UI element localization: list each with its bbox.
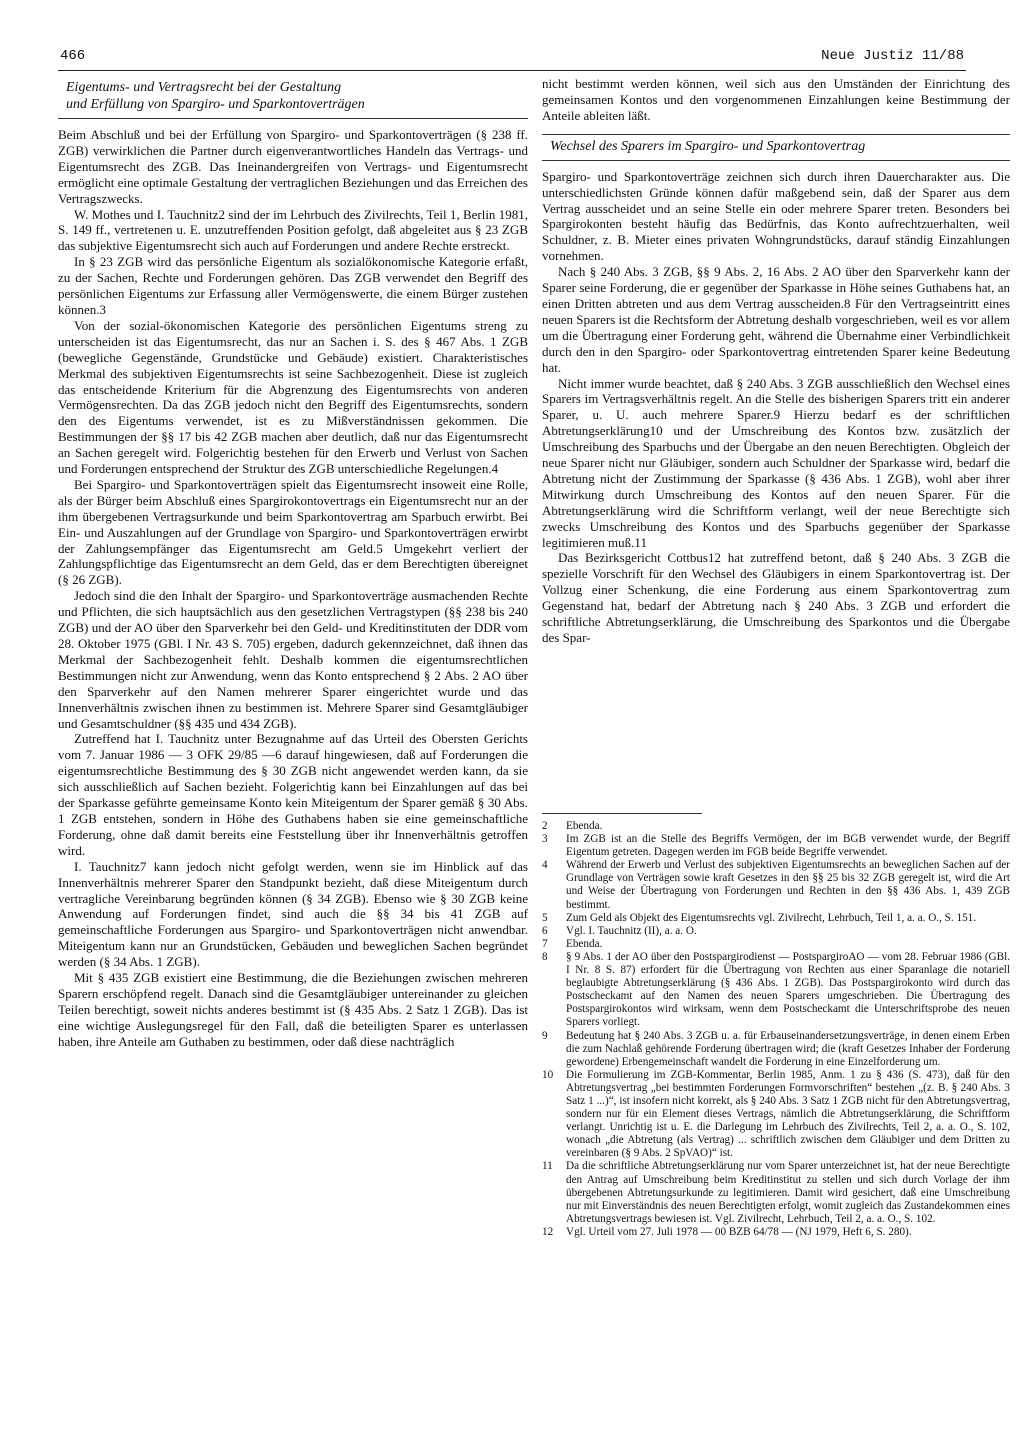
paragraph: Von der sozial-ökonomischen Kategorie des persönlichen Eigentums streng zu unterscheiden ist das Eigentumsrecht, das nur an Sachen i. S. des § 467 Abs. 1 ZGB (bewegliche Gegenstände, Grundstücke und Gebäude) existiert. Charakteristisches Merkmal des subjektiven Eigentumsrechts ist seine Sachbezogenheit. Diese ist zugleich das entscheidende Kriterium für die Abgrenzung des Eigentumsrechts von anderen Vermögensrechten. Da das ZGB jedoch nicht den Begriff des Eigentumsrechts, sondern den des Eigentums verwendet, ist es zu Mißverständnissen gekommen. Die Bestimmungen der §§ 17 bis 42 ZGB machen aber deutlich, daß nur das Eigentumsrecht an Sachen geregelt wird. Folgerichtig bestehen für den Erwerb und Verlust von Sachen und Forderungen entsprechend der Struktur des ZGB unterschiedliche Regelungen.4 <box>58 317 528 477</box>
footnote-number: 11 <box>542 1160 553 1173</box>
footnote-number: 8 <box>542 950 548 963</box>
footnote <box>542 951 1010 1030</box>
footnote-text: Bedeutung hat § 240 Abs. 3 ZGB u. a. für Erbauseinandersetzungsverträge, in denen einem Erben die zum Nachlaß gehörende Forderung übertragen wird; die (kraft Gesetzes Inhaber der Forderung gewordene) Erbengemeinschaft wandelt die Forderung in eine Einzelforderung um. <box>566 1029 1010 1068</box>
footnote-text: Im ZGB ist an die Stelle des Begriffs Vermögen, der im BGB verwendet wurde, der Begriff Eigentum getreten. Dagegen werden im FGB beide Begriffe verwendet. <box>566 833 1010 859</box>
footnote <box>542 925 1010 938</box>
left-column <box>58 76 528 1050</box>
right-column <box>542 76 1010 646</box>
heading-line: Eigentums- und Vertragsrecht bei der Gestaltung <box>66 80 342 95</box>
paragraph: Spargiro- und Sparkontoverträge zeichnen sich durch ihren Dauercharakter aus. Die unterschiedlichsten Gründe können dafür maßgebend sein, daß der Sparer aus dem Vertrag ausscheidet und an seine Stelle ein oder mehrere Sparer treten. Besonders bei Spargirokonten besteht häufig das Bedürfnis, das Konto aufrechtzuerhalten, weil Schuldner, z. B. Mieter eines privaten Wohngrundstücks, darauf ständig Einzahlungen vornehmen. <box>542 168 1010 264</box>
heading-line: und Erfüllung von Spargiro- und Sparkontoverträgen <box>66 97 365 112</box>
running-header <box>58 44 966 71</box>
footnote-number: 9 <box>542 1029 548 1042</box>
paragraph: Beim Abschluß und bei der Erfüllung von Spargiro- und Sparkontoverträgen (§ 238 ff. ZGB) verwirklichen die Partner durch eigenverantwortliches Handeln das Vertrags- und Eigentumsrecht des ZGB. Das Ineinandergreifen von Vertrags- und Eigentumsrecht ermöglicht eine optimale Gestaltung der vertraglichen Beziehungen und das Erreichen des Vertragszwecks. <box>58 127 528 206</box>
section-heading-property-law <box>58 76 528 119</box>
footnote <box>542 820 1010 833</box>
paragraph: Nicht immer wurde beachtet, daß § 240 Abs. 3 ZGB ausschließlich den Wechsel eines Sparers im Vertragsverhältnis regelt. An die Stelle des bisherigen Sparers tritt ein anderer Sparer, u. U. auch mehrere Sparer.9 Hierzu bedarf es der schriftlichen Abtretungserklärung10 und der Umschreibung des Kontos bzw. zusätzlich der Umschreibung des Sparbuchs und der Übergabe an den neuen Berechtigten. Obgleich der neue Sparer nicht nur Gläubiger, sondern auch Schuldner der Sparkasse wird, bedarf die Abtretung nicht der Zustimmung der Sparkasse (§ 436 Abs. 1 ZGB), wohl aber ihrer Mitwirkung durch Umschreibung des Kontos auf den neuen Sparer. Für die Abtretungserklärung wird die Schriftform verlangt, weil der neue Berechtigte sich zwecks Umschreibung des Kontos und des Sparbuchs gegenüber der Sparkasse legitimieren muß.11 <box>542 375 1010 550</box>
footnote <box>542 1226 1010 1239</box>
footnote-text: Da die schriftliche Abtretungserklärung nur vom Sparer unterzeichnet ist, hat der neue Berechtigte den Antrag auf Umschreibung beim Kreditinstitut zu stellen und sich durch Vorlage der ihm übergebenen Abtretungsurkunde zu legitimieren. Damit wird gesichert, daß eine Umschreibung nur mit Einverständnis des neuen Berechtigten erfolgt, womit zugleich das Zustandekommen eines Abtretungsvertrags bewiesen ist. Vgl. Zivilrecht, Lehrbuch, Teil 2, a. a. O., S. 102. <box>566 1160 1010 1225</box>
paragraph: Zutreffend hat I. Tauchnitz unter Bezugnahme auf das Urteil des Obersten Gerichts vom 7. Januar 1986 — 3 OFK 29/85 —6 darauf hingewiesen, daß auf Forderungen die eigentumsrechtliche Bestimmung des § 30 ZGB nicht angewendet werden kann, da sie sich ausschließlich auf Sachen bezieht. Folgerichtig kann bei Einzahlungen auf das bei der Sparkasse geführte gemeinsame Konto kein Miteigentum der Sparer gemäß § 30 Abs. 1 ZGB entstehen, sondern in Höhe des Guthabens haben sie eine gemeinschaftliche Forderung, ohne daß damit bereits eine Feststellung über ihr Innenverhältnis getroffen wird. <box>58 731 528 858</box>
paragraph: Das Bezirksgericht Cottbus12 hat zutreffend betont, daß § 240 Abs. 3 ZGB die spezielle Vorschrift für den Wechsel des Gläubigers in einem Sparkontovertrag ist. Der Vollzug einer Schenkung, die eine Forderung aus einem Sparkontovertrag zum Gegenstand hat, bedarf der Abtretung nach § 240 Abs. 3 ZGB und erfordert die schriftliche Abtretungserklärung, die Umschreibung des Sparkontos und die Übergabe des Spar- <box>542 550 1010 645</box>
footnote <box>542 1160 1010 1225</box>
footnote-text: Vgl. Urteil vom 27. Juli 1978 — 00 BZB 64/78 — (NJ 1979, Heft 6, S. 280). <box>566 1225 912 1238</box>
footnote-number: 10 <box>542 1068 554 1081</box>
footnote-number: 5 <box>542 911 548 924</box>
footnotes <box>542 820 1010 1239</box>
footnote-number: 12 <box>542 1225 554 1238</box>
paragraph: I. Tauchnitz7 kann jedoch nicht gefolgt werden, wenn sie im Hinblick auf das Innenverhältnis mehrerer Sparer den Standpunkt bezieht, daß diese Miteigentum durch vertragliche Vereinbarung begründen können (§ 34 ZGB). Ebenso wie § 30 ZGB keine Anwendung auf Forderungen findet, sind auch die §§ 34 bis 41 ZGB auf gemeinschaftliche Forderungen aus Spargiro- und Sparkontoverträgen nicht anwendbar. Miteigentum kann nur an Grundstücken, Gebäuden und beweglichen Sachen begründet werden (§ 34 Abs. 1 ZGB). <box>58 858 528 970</box>
footnote-text: Ebenda. <box>566 820 603 832</box>
footnote <box>542 1030 1010 1069</box>
footnote-number: 7 <box>542 937 548 950</box>
footnote-text: Während der Erwerb und Verlust des subjektiven Eigentumsrechts an beweglichen Sachen auf der Grundlage von Verträgen sowie kraft Gesetzes in den §§ 25 bis 32 ZGB geregelt ist, wird die Art und Weise der Übertragung von Forderungen und Rechten in den §§ 436 Abs. 1, 439 ZGB bestimmt. <box>566 859 1010 911</box>
footnote-text: Die Formulierung im ZGB-Kommentar, Berlin 1985, Anm. 1 zu § 436 (S. 473), daß für den Abtretungsvertrag „bei bestimmten Forderungen Formvorschriften“ bestehen „(z. B. § 240 Abs. 3 Satz 1 ...)“, ist insofern nicht korrekt, als § 240 Abs. 3 Satz 1 ZGB nicht für den Abtretungsvertrag, sondern nur für ein Element dieses Vertrags, nämlich die Abtretungserklärung, die Schriftform verlangt. Unrichtig ist u. E. die Darlegung im Lehrbuch des Zivilrechts, Teil 2, a. a. O., S. 102, wonach „die Abtretung (als Vertrag) ... schriftlich zwischen dem Gläubiger und dem Dritten zu vereinbaren (§ 9 Abs. 2 SpVAO)“ ist. <box>566 1068 1010 1160</box>
page-number: 466 <box>60 48 86 64</box>
footnote-number: 4 <box>542 859 548 872</box>
paragraph: In § 23 ZGB wird das persönliche Eigentum als sozialökonomische Kategorie erfaßt, zu der Sachen, Rechte und Forderungen gehören. Das ZGB verwendet den Begriff des persönlichen Eigentums zur Erfassung aller Vermögenswerte, die einem Bürger zustehen können.3 <box>58 254 528 317</box>
footnote <box>542 1069 1010 1161</box>
journal-issue: Neue Justiz 11/88 <box>821 48 964 64</box>
footnote-text: Ebenda. <box>566 937 603 950</box>
footnote-text: Vgl. I. Tauchnitz (II), a. a. O. <box>566 924 697 937</box>
footnote <box>542 833 1010 859</box>
footnote-divider <box>542 813 702 814</box>
footnote <box>542 859 1010 911</box>
footnote-number: 3 <box>542 833 548 846</box>
paragraph: Mit § 435 ZGB existiert eine Bestimmung, die die Beziehungen zwischen mehreren Sparern erschöpfend regelt. Danach sind die Gesamtgläubiger untereinander zu gleichen Teilen berechtigt, soweit nichts anderes bestimmt ist (§ 435 Abs. 2 Satz 1 ZGB). Das ist eine wichtige Auslegungsregel für den Fall, daß die beteiligten Sparer es unterlassen haben, ihre Anteile am Guthaben zu bestimmen, oder daß diese nachträglich <box>58 970 528 1049</box>
section-heading-change-of-saver: Wechsel des Sparers im Spargiro- und Sparkontovertrag <box>542 134 1010 161</box>
paragraph: Jedoch sind die den Inhalt der Spargiro- und Sparkontoverträge ausmachenden Rechte und Pflichten, die sich hauptsächlich aus den gesetzlichen Vertragstypen (§§ 238 bis 240 ZGB) und der AO über den Sparverkehr bei den Geld- und Kreditinstituten der DDR vom 28. Oktober 1975 (GBl. I Nr. 43 S. 705) ergeben, dadurch gekennzeichnet, daß ihnen das Merkmal der Sachbezogenheit fehlt. Deshalb kommen die eigentumsrechtlichen Bestimmungen nicht zur Anwendung, wenn das Konto entsprechend § 2 Abs. 2 AO über den Sparverkehr auf den Namen mehrerer Sparer eingerichtet wurde und das Innenverhältnis zwischen ihnen zu bestimmen ist. Mehrere Sparer sind Gesamtgläubiger und Gesamtschuldner (§§ 435 und 434 ZGB). <box>58 588 528 731</box>
footnote-text: Zum Geld als Objekt des Eigentumsrechts vgl. Zivilrecht, Lehrbuch, Teil 1, a. a. O., S. 151. <box>566 911 977 924</box>
paragraph: Bei Spargiro- und Sparkontoverträgen spielt das Eigentumsrecht insoweit eine Rolle, als der Bürger beim Abschluß eines Spargirokontovertrags ein Eigentumsrecht nur an der ihm übergebenen Vertragsurkunde und beim Sparkontovertrag am Sparbuch erwirbt. Bei Ein- und Auszahlungen auf der Grundlage von Spargiro- und Sparkontoverträgen erwirbt der Zahlungsempfänger das Eigentumsrecht am Geld.5 Umgekehrt verliert der Zahlungspflichtige das Eigentumsrecht an dem Geld, das er dem Berechtigten übereignet (§ 26 ZGB). <box>58 476 528 588</box>
footnote <box>542 912 1010 925</box>
footnote-number: 2 <box>542 820 548 832</box>
footnote <box>542 938 1010 951</box>
continued-paragraph: nicht bestimmt werden können, weil sich aus den Umständen der Einrichtung des gemeinsamen Kontos und den vorgenommenen Einzahlungen keine Bestimmung der Anteile ableiten läßt. <box>542 76 1010 123</box>
footnote-text: § 9 Abs. 1 der AO über den Postspargirodienst — PostspargiroAO — vom 28. Februar 1986 (GBl. I Nr. 8 S. 87) erfordert für die Übertragung von Rechten aus einer Sparanlage die notariell beglaubigte Abtretungserklärung (§ 436 Abs. 1 ZGB). Das Postspargirokonto wird durch das Postscheckamt auf den Namen des neuen Sparers umgeschrieben. Die Übertragung des Postspargirokontos wird wirksam, wenn dem Postscheckamt die Unterschriftsprobe des neuen Sparers vorliegt. <box>566 950 1010 1029</box>
paragraph: Nach § 240 Abs. 3 ZGB, §§ 9 Abs. 2, 16 Abs. 2 AO über den Sparverkehr kann der Sparer seine Forderung, die er gegenüber der Sparkasse in Höhe seines Guthabens hat, an einen Dritten abtreten und aus dem Vertrag ausscheiden.8 Für den Vertragseintritt eines neuen Sparers ist die Rechtsform der Abtretung deshalb vorgeschrieben, weil es vor allem um die Übertragung einer Forderung geht, während die Übernahme einer Verbindlichkeit durch den in den Spargiro- oder Sparkontovertrag eintretenden Sparer keine Bedeutung hat. <box>542 264 1010 375</box>
paragraph: W. Mothes und I. Tauchnitz2 sind der im Lehrbuch des Zivilrechts, Teil 1, Berlin 1981, S. 149 ff., vertretenen u. E. unzutreffenden Position gefolgt, daß abgeleitet aus § 23 ZGB das subjektive Eigentumsrecht sich auch auf Forderungen und andere Rechte erstreckt. <box>58 206 528 254</box>
footnote-number: 6 <box>542 924 548 937</box>
